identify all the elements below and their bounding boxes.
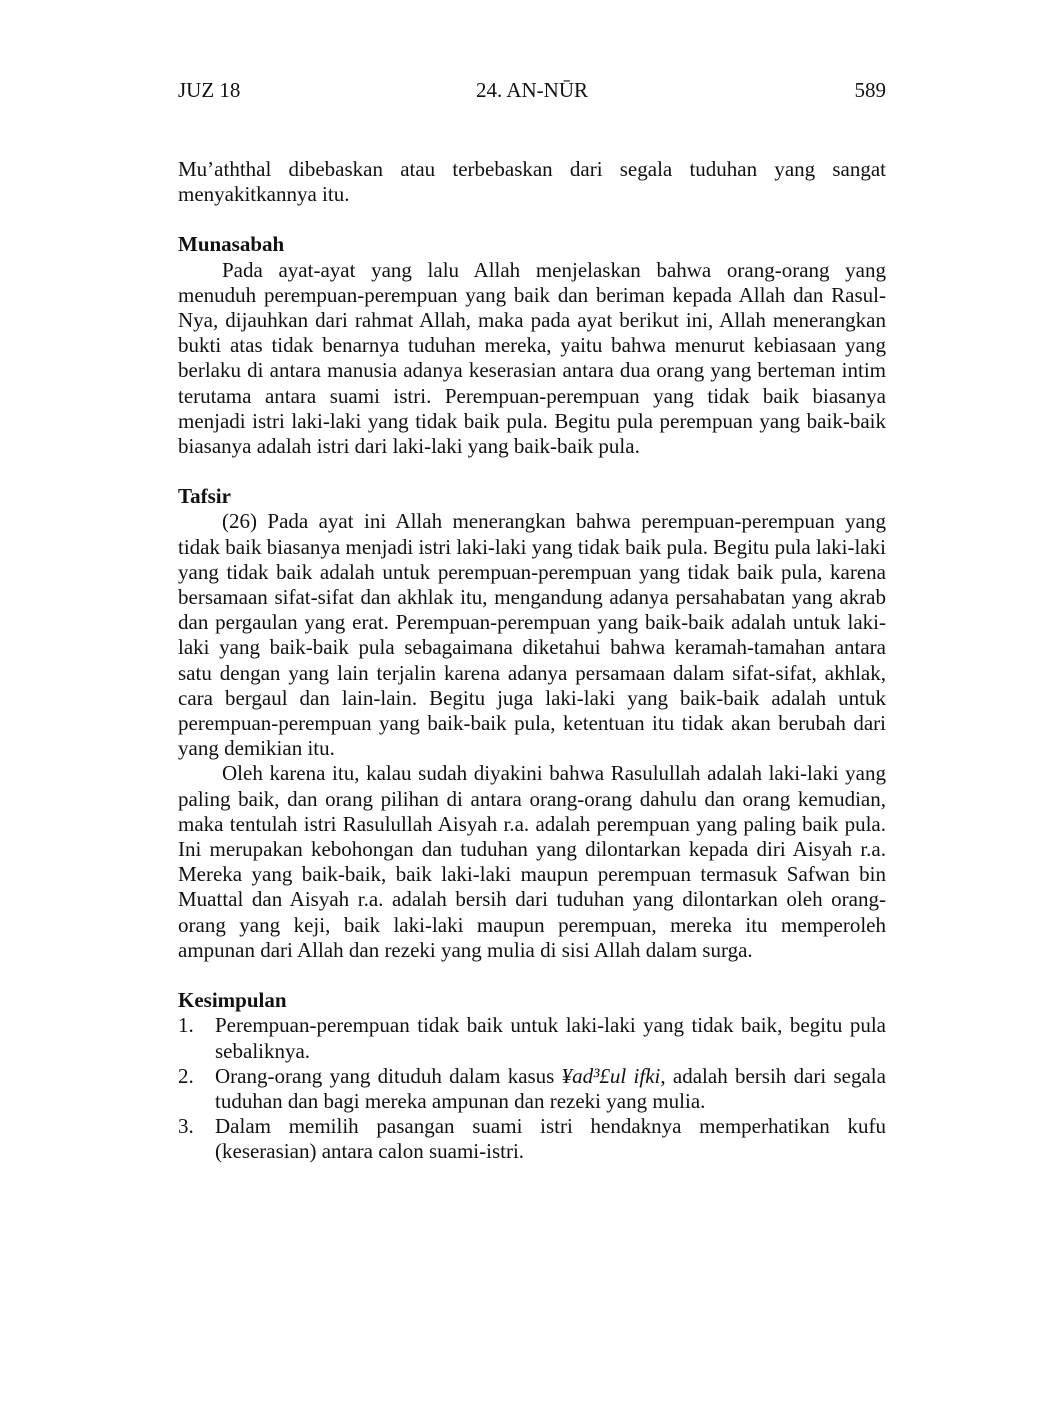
page-body bbox=[178, 157, 886, 1165]
header-surah: 24. AN-NŪR bbox=[475, 78, 588, 102]
intro-paragraph: Mu’aththal dibebaskan atau terbebaskan dari segala tuduhan yang sangat menyakitkannya itu. bbox=[178, 157, 886, 207]
list-item-italic-term: ¥ad³£ul ifki bbox=[561, 1063, 661, 1088]
list-item bbox=[178, 1064, 886, 1114]
page-number: 589 bbox=[854, 78, 886, 102]
tafsir-paragraph-1: (26) Pada ayat ini Allah menerangkan bahwa perempuan-perempuan yang tidak baik biasanya menjadi istri laki-laki yang tidak baik pula. Begitu pula laki-laki yang tidak baik adalah untuk perempuan-perempuan yang tidak baik pula, karena bersamaan sifat-sifat dan akhlak itu, mengandung adanya persahabatan yang akrab dan pergaulan yang erat. Perempuan-perempuan yang baik-baik adalah untuk laki-laki yang baik-baik pula sebagaimana diketahui bahwa keramah-tamahan antara satu dengan yang lain terjalin karena adanya persamaan dalam sifat-sifat, akhlak, cara bergaul dan lain-lain. Begitu juga laki-laki yang baik-baik adalah untuk perempuan-perempuan yang baik-baik pula, ketentuan itu tidak akan berubah dari yang demikian itu. bbox=[178, 509, 886, 761]
header-juz: JUZ 18 bbox=[178, 78, 241, 102]
list-item bbox=[178, 1114, 886, 1164]
munasabah-section bbox=[178, 232, 886, 459]
kesimpulan-heading: Kesimpulan bbox=[178, 988, 287, 1013]
list-item-number: 1. bbox=[178, 1013, 194, 1038]
list-item-text-after: , adalah bersih dari segala tuduhan dan bagi mereka ampunan dan rezeki yang mulia. bbox=[215, 1063, 886, 1113]
tafsir-heading: Tafsir bbox=[178, 484, 231, 509]
list-item-text: Perempuan-perempuan tidak baik untuk laki-laki yang tidak baik, begitu pula sebaliknya. bbox=[215, 1013, 886, 1063]
tafsir-paragraph-2: Oleh karena itu, kalau sudah diyakini bahwa Rasulullah adalah laki-laki yang paling baik, dan orang pilihan di antara orang-orang dahulu dan orang kemudian, maka tentulah istri Rasulullah Aisyah r.a. adalah perempuan yang paling baik pula. Ini merupakan kebohongan dan tuduhan yang dilontarkan kepada diri Aisyah r.a. Mereka yang baik-baik, baik laki-laki maupun perempuan termasuk Safwan bin Muattal dan Aisyah r.a. adalah bersih dari tuduhan yang dilontarkan oleh orang-orang yang keji, baik laki-laki maupun perempuan, mereka itu memperoleh ampunan dari Allah dan rezeki yang mulia di sisi Allah dalam surga. bbox=[178, 761, 886, 962]
running-header bbox=[178, 76, 886, 104]
kesimpulan-section bbox=[178, 988, 886, 1164]
munasabah-heading: Munasabah bbox=[178, 232, 285, 257]
list-item-number: 2. bbox=[178, 1063, 194, 1088]
kesimpulan-list bbox=[178, 1013, 886, 1164]
munasabah-paragraph: Pada ayat-ayat yang lalu Allah menjelaskan bahwa orang-orang yang menuduh perempuan-perempuan yang baik dan beriman kepada Allah dan Rasul-Nya, dijauhkan dari rahmat Allah, maka pada ayat berikut ini, Allah menerangkan bukti atas tidak benarnya tuduhan mereka, yaitu bahwa menurut kebiasaan yang berlaku di antara manusia adanya keserasian antara dua orang yang berteman intim terutama antara suami istri. Perempuan-perempuan yang tidak baik biasanya menjadi istri laki-laki yang tidak baik pula. Begitu pula perempuan yang baik-baik biasanya adalah istri dari laki-laki yang baik-baik pula. bbox=[178, 257, 886, 459]
tafsir-section bbox=[178, 484, 886, 963]
list-item-text-before: Orang-orang yang dituduh dalam kasus bbox=[215, 1063, 562, 1088]
list-item bbox=[178, 1013, 886, 1063]
list-item-number: 3. bbox=[178, 1114, 194, 1139]
list-item-text: Dalam memilih pasangan suami istri hendaknya memperhatikan kufu (keserasian) antara calon suami-istri. bbox=[215, 1114, 886, 1164]
